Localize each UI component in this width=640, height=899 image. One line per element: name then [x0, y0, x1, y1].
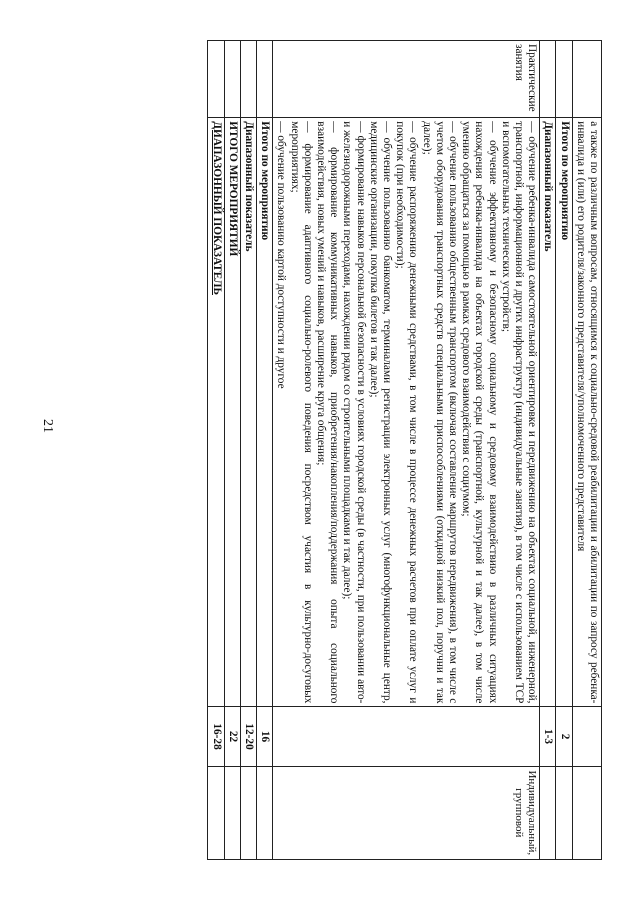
activity-cell-empty	[556, 41, 572, 118]
list-item: — обучение распоряжению денежными средствами, в том числе в процессе денежных расчетов при оплате услуг и покупок (при необходимости);	[394, 121, 420, 704]
activity-cell-empty	[208, 41, 224, 118]
section2-total-label: Итого по мероприятию	[256, 118, 272, 707]
activity-cell-empty	[540, 41, 556, 118]
section2-total-value: 16	[256, 707, 272, 766]
table-row	[208, 41, 224, 860]
document-table-rotated	[72, 40, 602, 860]
list-item: — обучение пользованию банкоматом, терминалами регистрации электронных услуг (многофункциональные центр, медицинские организации, покупка билетов и так далее);	[367, 121, 393, 704]
activity-cell-empty	[240, 41, 256, 118]
table-row	[572, 41, 601, 860]
section1-total-label: Итого по мероприятию	[556, 118, 572, 707]
table-row	[540, 41, 556, 860]
list-item: — обучение ребенка-инвалида самостоятельной ориентировке и передвижению на объектах социальной, инженерной, транспортной, информационной и других инфраструктур (индивидуальные занятия), в том числе с использованием ТСР и вспомогательных технических устройств;	[499, 121, 539, 704]
summary-total-value: 22	[224, 707, 240, 766]
top-row-text: а также по различным вопросам, относящимся к социально-средовой реабилитации и абилитации по запросу ребенка-инвалида и (или) его родителя/законного представителя/уполномоченного представителя	[572, 118, 601, 707]
activity-items	[273, 118, 540, 707]
count-cell-empty	[273, 707, 540, 766]
list-item: — обучение пользованию общественным транспортом (включая составление маршрутов передвижения), в том числе с учетом оборудования транспортных средств специальными приспособлениями (откидной низкий пол, поручни и так далее);	[420, 121, 459, 704]
form-cell-empty	[556, 766, 572, 859]
activity-cell-empty	[256, 41, 272, 118]
section1-range-value: 1-3	[540, 707, 556, 766]
table-row	[256, 41, 272, 860]
form-cell-empty	[240, 766, 256, 859]
section2-range-value: 12-20	[240, 707, 256, 766]
list-item: — формирование навыков персональной безопасности в условиях городской среды (в частности, при пользовании авто- и железнодорожными переходами, нахождении рядом со строительными площадками и так далее);	[341, 121, 367, 704]
activity-cell-empty	[224, 41, 240, 118]
section1-total-value: 2	[556, 707, 572, 766]
page-number: 21	[40, 419, 55, 433]
summary-range-label: ДИАПАЗОННЫЙ ПОКАЗАТЕЛЬ	[208, 118, 224, 707]
summary-total-label: ИТОГО МЕРОПРИЯТИЙ	[224, 118, 240, 707]
form-cell-empty	[572, 766, 601, 859]
section2-range-label: Диапазонный показатель	[240, 118, 256, 707]
table-row	[556, 41, 572, 860]
activities-table	[207, 40, 602, 860]
summary-range-value: 16-28	[208, 707, 224, 766]
list-item: — формирование адаптивного социально-ролевого поведения посредством участия в культурно-досуговых мероприятиях;	[288, 121, 314, 704]
table-row	[273, 41, 540, 860]
list-item: — обучение эффективному и безопасному социальному и средовому взаимодействию в различных ситуациях нахождения ребенка-инвалида на объектах городской среды (транспортной, культурной и так далее), в том числе умению обращаться за помощью в рамках средового взаимодействия с социумом;	[460, 121, 499, 704]
section1-range-label: Диапазонный показатель	[540, 118, 556, 707]
table-row	[224, 41, 240, 860]
activity-form: Индивидуальный, групповой	[273, 766, 540, 859]
activity-cell-empty	[572, 41, 601, 118]
count-cell-empty	[572, 707, 601, 766]
form-cell-empty	[256, 766, 272, 859]
list-item: — формирование коммуникативных навыков, приобретения/накопления/поддержания опыта социального взаимодействия, новых умений и навыков, расширение круга общения;	[314, 121, 341, 704]
form-cell-empty	[224, 766, 240, 859]
form-cell-empty	[208, 766, 224, 859]
table-row	[240, 41, 256, 860]
form-cell-empty	[540, 766, 556, 859]
activity-name: Практические занятия	[273, 41, 540, 118]
list-item: — обучение пользованию картой доступности и другое	[275, 121, 288, 389]
